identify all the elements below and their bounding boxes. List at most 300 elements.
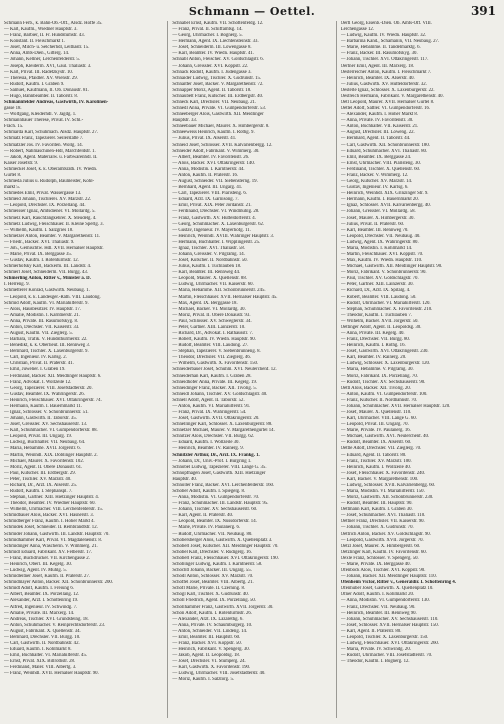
directory-entry: — Franz, Drechsler. VII. Burgg. 80. [340, 337, 411, 343]
directory-entry: — Julius, Privat. IX. Alserstr. 41. [172, 136, 237, 142]
directory-entry: — Emil, Buchhalter. VI. Mariahilferstr. 45. [4, 653, 88, 659]
directory-entry: Schmetterer Konrad, Gastwirth. Neubaug. 1. [4, 288, 90, 294]
directory-entry: Schnaitter Josef, Bäcker. V. Margarethenstr. 72. [172, 81, 264, 87]
directory-entry: Schneeberger Alois, Gastwirth. XII. Meidlinger [172, 112, 264, 118]
directory-entry: — Johann, Greissler. XVI. Koppstr. 22. [172, 63, 249, 69]
directory-entry: — Franz, Schuhmacher. III. Landstr. Hauptstr. 95. [172, 501, 269, 507]
directory-entry: — Julius, Gastwirth. XV. Hütteldorferstr. 32. [340, 81, 427, 87]
directory-entry: — Eduard, Agent. II. Taborstr. 80. [340, 452, 407, 458]
directory-entry: Schmerling Anton, Ritter v., Minister a. D. [4, 276, 91, 282]
directory-entry: Schnabel Ernst, Kaufm. VII. Schottenfeldg. 12. [172, 21, 264, 26]
directory-entry: Oettner Franz, Drechsler. VII. Kaiserstr. 90. [340, 519, 425, 525]
directory-entry: Oetzl Josef, Maurer. X. Himbergerstr. 60. [340, 543, 421, 549]
directory-entry: — Heinrich, Oberl. III. Kegelg. 30. [4, 561, 72, 567]
directory-entry: — Konstant. II. Fleischmarkt 1. [4, 39, 66, 45]
directory-entry: — Michael, Gastwirth. XVI. Neulerchenf. 40. [340, 434, 430, 440]
directory-entry: Schoberl Josef, Kutscher. XII. Meidlinger Hauptstr. 70. [172, 543, 279, 549]
directory-entry: — Albert, Beamter. IX. Porzellang. 12. [4, 592, 80, 598]
directory-entry: — Alois, Bäcker. XVI. Ottakringerstr. 140. [172, 160, 255, 166]
directory-entry: — Rudolf, Uhrmacher. VIII. Josefstädterstr. 70. [340, 653, 433, 659]
directory-entry: — Franz, Kutscher. II. Nordbahnstr. 70. [340, 397, 418, 403]
directory-entry: Schmannbauer Therese, Privat. IV. Schl.- [4, 118, 84, 124]
directory-entry: — Theodor, Kaufm. I. Tuchlauben 7. [340, 312, 412, 318]
directory-entry: — Emil, Beamter. III. Hauptstr. 60. [172, 634, 241, 640]
directory-entry: Schödl Anton, Schlosser. XV. Märzstr. 70. [172, 574, 254, 580]
directory-entry: — Franz, Bäcker. XVI. Koppstr. 50. [172, 640, 242, 646]
directory-entry: — Franz, Bäcker. V. Wimmerg. 12. [340, 172, 409, 178]
directory-entry: — Ernst, Privat. XIX. Billrothstr. 28. [4, 659, 76, 665]
directory-entry: — Johann, Greissler. VI. Mollardg. 58. [340, 209, 416, 215]
directory-entry: Oertl Georg, Eisenb.-Dien. Ob. Amts-Off. VIII. [340, 21, 432, 26]
directory-entry: Oettmann Karl, Kaufm. I. Graben 30. [340, 507, 413, 513]
directory-entry: Oettrich Anton, Bäcker. XV. Goldschlagstr. 90. [340, 531, 431, 537]
directory-entry: — Michael, Bäcker. VI. Mollardg. 30. [172, 306, 246, 312]
directory-entry: — Ludwig, Agent. IX. Währingerstr. 80. [340, 239, 419, 245]
directory-entry: — Ludwig, Schlosser. XVII. Kalvarienbergg. 60. [340, 482, 436, 488]
directory-entry: — Ferdinand, Tischler. X. Quellenstr. 60. [340, 166, 421, 172]
directory-entry: — Josef, Maurer. X. Quellenstr. 110. [340, 410, 412, 415]
directory-entry: — Ferdinand, Maler. VIII. Albertg. 3. [4, 665, 77, 671]
directory-entry: — Ignaz, Schlosser. V. Schönbrunnerstr. 51. [4, 410, 89, 415]
directory-entry: — Georg, Kutscher. XV. Märzstr. 14. [340, 179, 413, 185]
directory-entry: — Franz, Advokat. I. Wollzeile 12. [4, 379, 72, 385]
directory-entry: markt 5. [4, 185, 20, 191]
directory-entry: — Theodor, Kaufm. I. Bognerg. 12. [340, 659, 410, 665]
directory-entry: — Alexander, Kaufm. I. Hoher Markt 8. [340, 112, 418, 118]
directory-entry: — Theresia, Pfaidler. XV. Wienstr. 29. [4, 75, 78, 81]
directory-entry: — Ludwig, Buchhalter. VII. Neubaug. 64. [4, 440, 86, 446]
directory-entry: — Maria, Private. IV. Schwindg. 20. [340, 647, 411, 653]
directory-entry: — Franz, Privat. II. Schiffamtsg. 14. [172, 27, 243, 33]
directory-entry: — Ludwig, Kaufm. IV. Wiedn. Hauptstr. 32. [340, 33, 427, 39]
directory-entry: Schmidl Eduard, Fabrikant. XV. Felberstr. 17. [4, 549, 93, 555]
directory-entry: — Leopold, Maurer. X. Quellenstr. 88. [172, 276, 247, 282]
directory-entry: — Moriz, Kaufm. I. Salztorg. 5. [172, 677, 235, 683]
directory-entry: — Franz, Privat. IX. Währingerstr. 54. [172, 410, 247, 415]
directory-entry: — Josef, Kutscher. II. Nordbahnstr. 50. [172, 258, 248, 264]
directory-entry: — Heinrich, Weinhdl. XIX. Grinzinger Str. 9. [340, 191, 429, 197]
directory-entry: — Marie, Private. IX. Berggasse 40. [340, 561, 411, 567]
directory-entry: — Ludwig, Uhrmacher. VIII. Josefstädterstr. 40. [172, 671, 266, 677]
directory-entry: — Paul, Tischler. XV. Goldschlagstr. 70. [340, 276, 419, 282]
directory-entry: Schneidhofer Anna, Private. III. Kegelg. 19. [172, 379, 258, 385]
directory-entry: — Karl, Kaufm., Wiedner Hauptstr. 3. [4, 27, 78, 33]
directory-entry: Ofenböck Alois, Tischler. XVI. Koppstr. 90. [340, 568, 426, 574]
directory-entry: — Karl, Agent. II. Praterstr. 80. [340, 628, 402, 634]
directory-entry: — Marie, Private. IV. Paulanerg. 6. [172, 525, 241, 531]
directory-entry: — Rudolf, Uhrmacher. VII. Neubaug. 80. [172, 531, 253, 537]
column-rule [336, 21, 337, 718]
directory-entry: Schmann Ferb., k. Bahn-Ob.-Off., Alsdz. Hoffe 35. [4, 21, 103, 26]
directory-entry: Oertner Emil, Agent. III. Marxerg. 18. [340, 63, 415, 69]
directory-entry: — Heinrich, Fabrikant. V. Spengerg. 30. [172, 647, 250, 653]
directory-entry: — August, Drechsler. III. Löweng. 22. [340, 130, 415, 136]
directory-entry: Schmannfelder Andreas, Gastwirth, IV. Karolinen- [4, 100, 109, 106]
directory-entry: Schöll Friedrich, Agent. IX. Porzellang. 50. [172, 598, 256, 604]
directory-entry: Hauptstr. 33. [172, 118, 197, 124]
directory-entry: — Josef, Milch- u. Selcherhdl, Leithastr. 15. [4, 45, 90, 51]
directory-entry: — Robert, Beamter. VIII. Laudong. 50. [340, 294, 417, 300]
directory-entry: — Anna, Private. IV. Schaumburgerg. 10. [172, 622, 253, 628]
directory-entry: — Peter, Gärtner. XIII. Lainzerstr. 10. [172, 324, 246, 330]
directory-entry: Schmerhofsky Karl, Bäckerm. III. Landstr. 4. [4, 264, 92, 270]
directory-entry: — Josef, Maurer. X. Himbergerstr. 30. [340, 215, 415, 221]
directory-entry: — Christian, Privat. II. Praterstr. 41. [4, 361, 74, 367]
directory-entry: — Bernhard, Tischler. X. Laxenburgerstr. 9. [4, 349, 89, 355]
directory-entry: Schmatz Franz, Tapezierer. Seilerstätte 7. [4, 136, 84, 142]
directory-entry: Schmider Johann, Gastwirth. III. Landstr. Hauptstr. 70. [4, 531, 110, 537]
directory-entry: — Josef, Greissler. XV. Sechshauserstr. 13. [4, 422, 88, 428]
directory-entry: — Peter, Gärtner. XIII. Lainzerstr. 30. [340, 282, 414, 288]
directory-entry: — Julius, Kaufm. I. Tuchlauben 18. [172, 264, 242, 270]
directory-entry: — Max, Kaufm. IV. Wiedn. Hauptstr. 110. [340, 258, 423, 264]
directory-entry: — Gustav, Ingenieur. IV. Mayerhofg. 11. [172, 227, 251, 233]
directory-entry: — Leopold, k. k. Landesger.-Rath. VIII. Laudong. [4, 294, 101, 300]
directory-entry: — Marie, Privat. IX. Berggasse 35. [4, 251, 72, 257]
directory-entry: — Franz, Weinhdl. XVII. Hernalser Hauptstr. 90. [4, 671, 99, 677]
directory-entry: — Moriz, Privat. II. Obere Donaustr. 93. [172, 312, 251, 318]
directory-entry: — Ludwig, Uhrmacher. VII. Kaiserstr. 60. [172, 282, 254, 288]
directory-entry: Hauptstr. 40. [172, 476, 197, 482]
directory-entry: — Benedikt, k. k. Oberlieut. III. Rennweg 3. [4, 343, 90, 349]
directory-entry: — Hermann, Buchhalter. I. Wipplingerstr. 25. [172, 239, 261, 245]
directory-entry: — Albert, Beamter. IV. Favoritenstr. 26. [172, 154, 250, 160]
directory-entry: — Anton, Kaufm. II. Praterstr. 16. [172, 172, 239, 178]
directory-entry: — Franz, Buchdrucker. VII. Kirchengasse 2. [4, 555, 90, 561]
directory-entry: — Ferdinand, Bäcker. XII. Meidlinger Hauptstr. 6. [4, 373, 102, 379]
directory-entry: — Karl, Gastwirth. X. Favoritenstr. 190. [172, 665, 251, 671]
directory-entry: Schmidinger Anna, Wäscherin. V. Wimmerg. 21. [4, 543, 98, 549]
directory-entry: Schneidl Johann, Tischler. XV. Goldschlagstr. 40. [172, 391, 268, 397]
directory-columns [4, 21, 500, 718]
directory-entry: Schnell Adolf, Agent. II. Taborstr. 52. [172, 397, 245, 403]
directory-entry: Schmedes Emil, Privat. Wassergasse 13. [4, 191, 82, 197]
directory-entry: — Moriz, Fabrikant. IX. Porzellang. 70. [340, 373, 418, 379]
directory-entry: Ofner Adolf, Kaufm. I. Kohlmarkt 20. [340, 592, 415, 598]
column-3 [341, 21, 500, 718]
running-head-title: Schmann — Oettel. [188, 5, 316, 18]
directory-entry: Schneeweiss Heinrich, Kaufm. I. Rothg. 9. [172, 130, 255, 136]
directory-entry: — Martin, Fleischhauer. XVII. Hernalser Hauptstr. 45. [172, 294, 278, 300]
running-head [0, 6, 504, 20]
directory-entry: — Josef, Schneiderm. III. Löwengasse 8. [172, 45, 252, 51]
directory-entry: — Rudolf, Beamter. VIII. Laudong. 27. [172, 343, 249, 349]
directory-entry: — Heinrich, Beamter. IV. Rainerg. 9. [172, 446, 244, 452]
directory-entry: — Max, Agent. IX. Berggasse 18. [172, 300, 238, 306]
directory-entry: — Alexander, Arzt. IX. Lazarethg. 6. [172, 616, 244, 622]
directory-entry: — Paul, Kutscher. III. Erdbergstr. 29. [4, 470, 76, 476]
directory-entry: — Moriz, Fabrikant. V. Schönbrunnerstr. 90. [340, 270, 427, 276]
directory-entry: — Rudolf, Kaufm. I. Graben 9. [4, 81, 65, 87]
directory-entry: — Carl, Gastwirth. XII. Schönbrunnerstr. 180. [340, 142, 430, 148]
directory-entry: Oetzlinger Karl, Kaufm. IV. Favoritenstr. 60. [340, 549, 427, 555]
directory-entry: — Robert, Kaufm. IV. Wiedn. Hauptstr. 90. [172, 337, 256, 343]
directory-entry: — Ignaz, Tischler. XVI. Thaliastr. 58. [172, 245, 245, 251]
directory-entry: — Wilhelm, Kaufm. I. Salzgries 18. [4, 227, 74, 233]
directory-entry: Schmelz Ludwig, Fleischhauer. II. Kleine Sperlg. 3. [4, 221, 104, 227]
directory-entry: Schöchtl Johann, Bäcker. III. Ungarg. 55. [172, 568, 252, 574]
directory-entry: — Karl, Bäcker. V. Margarethenstr. 100. [340, 476, 419, 482]
directory-entry: — Hugo, Bahnbeamter. II. Taborstr. 8. [4, 93, 78, 99]
directory-entry: — Gustav, Ingenieur. IV. Karlsg. 6. [340, 185, 409, 191]
directory-entry: Kaiser Josefstr. 9. [4, 160, 39, 166]
directory-entry: — Carl, Gastwirth. II. Nordbahnstr. 42. [4, 640, 80, 646]
directory-entry: — Emil, Juwelier. I. Graben 19. [4, 367, 66, 373]
directory-entry: — Karl, Beamter. IV. Wiedn. Hauptstr. 41. [172, 51, 255, 57]
directory-entry: Schöfl Marie, Private. II. Czerning. 8. [172, 586, 246, 592]
directory-entry: — Karl, Agent. II. Praterstr. 40. [172, 513, 234, 519]
directory-entry: — Rudolf, Kaufm. I. Stephanspl. 7. [4, 489, 73, 495]
directory-entry: — Leopold, Privat. III. Ungarg. 19. [4, 434, 73, 440]
directory-entry: Oesterreicher Anton, Kaufm. I. Fleischmarkt 7. [340, 69, 432, 75]
directory-entry: Schmerl Josef, Schneiderm. VII. Burgg. 43. [4, 270, 89, 276]
directory-entry: — August, Fabrikant. X. Quellenstr. 34. [4, 628, 81, 634]
directory-entry: Schöllhammer Franz, Gastwirth. XVII. Jörgerstr. 30. [172, 604, 274, 610]
directory-entry: Schnetzer Michael, Maurer. V. Margarethengürtel 14. [172, 428, 275, 434]
directory-entry: — Barbarina Kand., Schamanin, VII. Neubaug. 27. [340, 39, 440, 45]
directory-entry: — Heinrich, Beamter. IX. Alserstr. 40. [340, 75, 415, 81]
directory-entry: — Josef, Schlosser. XVII. Hernalser Hauptstr. 150. [340, 622, 439, 628]
directory-entry: Oestreich Hermann, Fabrikant. V. Margarethenstr. 40. [340, 93, 444, 99]
directory-entry: — Ignaz, Schlosser. XVII. Kalvarienbergg. 40. [340, 203, 431, 209]
directory-entry: — Josef, Gastwirth. XVII. Ottakringerstr. 20. [172, 416, 260, 422]
directory-entry: Oettinger Adolf, Agent. II. Leopoldsg. 30. [340, 324, 422, 330]
directory-entry: — Stephan, Tapezierer. V. Siebenbrunneng. 8. [172, 349, 261, 355]
directory-entry: Schnack Rudolf, Kaufm. I. Judengasse 3. [172, 69, 252, 75]
directory-entry: — Michael, Maurer. X. Favoritenstr. 102. [4, 458, 84, 464]
directory-entry: — Anton, Drechsler. VII. Kaiserstr. 33. [4, 324, 80, 330]
directory-entry: — Maria, Modistin. I. Kohlmarkt 14. [340, 245, 413, 251]
directory-entry: Schöffel Josef, Beamter. VIII. Albertg. 21. [172, 580, 254, 586]
directory-entry: Schnaider Ludwig, Tischler. X. Gudrunstr. 15. [172, 75, 262, 81]
directory-entry: — Eduard, Arzt. IX. Garnisong. 7. [172, 197, 239, 203]
directory-entry: Schneiderbauer Josef, Schuhm. XVI. Neulerchenf. 12. [172, 367, 277, 373]
directory-entry: Gürtel 8. [4, 172, 22, 178]
directory-entry: — Bernhard, Drechsler. VII. Burgg. 10. [4, 634, 81, 640]
directory-entry: — Rudolf, Uhrmacher. VI. Mariahilferstr. 120. [340, 300, 431, 306]
directory-entry: Oettel Adolf, Sattler. VI. Gumpendorferstr. 16. [340, 106, 431, 112]
directory-entry: — Marie, Private. IV. Paulanerg. 16. [340, 428, 411, 434]
directory-entry: — Moriz, Gastwirth. XII. Schönbrunnerstr. 230. [340, 495, 434, 501]
directory-entry: — Franz, Gastwirth. XV. Hütteldorferstr. 4. [172, 215, 256, 221]
directory-entry: — Anna, Private. III. Rasumofskyg. 8. [4, 318, 79, 324]
directory-entry: — Leopold, Gastwirth. XVII. Jörgerstr. 70. [340, 537, 424, 543]
directory-entry: Schmidbauer Alois, Bäcker. XVI. Hasnerstr. 3. [4, 513, 94, 519]
directory-entry: Schnabl Anton, Fleischer. XV. Goldschlagstr. 6. [172, 57, 264, 63]
directory-entry: Schneebauer Michael, Maurer. X. Himbergerstr. 8. [172, 124, 270, 130]
directory-entry: — Carl, Ingenieur. IV. Karlsg. 2. [4, 355, 67, 361]
directory-entry: Schmeckel Josef, k. k. Oberamtsrath. IV. Wiedn. [4, 166, 98, 172]
directory-entry: — Richard, Dr., Arzt. IX. Alserstr. 25. [4, 482, 78, 488]
directory-entry: — Emil, Beamter. IX. Berggasse 24. [340, 154, 412, 160]
directory-entry: — Marie, Hebamme. II. Tandelmarktg. 6. [340, 45, 421, 51]
directory-entry: Schmarda Karl, Schuhmach. Alsdz. Hauptstr. 27. [4, 130, 99, 136]
directory-entry: — Johann, Kellner, Lerchenfelderstr. 5. [4, 57, 80, 63]
directory-entry: — Alexander, Arzt. I. Schottenring 19. [4, 598, 79, 604]
directory-entry: — Theodor, Drechsler. VII. Zieglerg. 46. [172, 355, 251, 361]
directory-entry: — Maria, Hebamme. XVII. Jörgerstr. 6. [4, 446, 81, 452]
directory-entry: — Heinrich, Weinhdl. XVIII. Währinger Hauptstr. 3. [172, 233, 274, 239]
directory-entry: — Richard, Dr., Arzt. IX. Spitalg. 4. [340, 288, 411, 294]
directory-entry: Oettl Alois, Bäcker. XII. Tivolig. 20. [340, 385, 412, 391]
directory-entry: — Johann, Tischler. X. Gudrunstr. 70. [340, 525, 414, 531]
directory-entry: — Josef, Gastwirth. XVI. Ottakringerstr. 230. [340, 349, 429, 355]
directory-entry: — Rudolf, Tischler. XV. Sechshauserstr. 90. [340, 379, 426, 385]
directory-entry: Frach. 15. [4, 124, 24, 130]
directory-entry: — Anton, Schneider. VII. Lindeng. 14. [172, 628, 248, 634]
directory-entry: Schnopfhagen Josef, Gastwirth. XIII. Hietzinger [172, 470, 266, 476]
directory-entry: — Moriz, Agent. II. Obere Donaustr. 61. [4, 464, 83, 470]
directory-entry: Schnellinger Karl, Schlosser. X. Laxenburgerstr. 88. [172, 422, 273, 428]
directory-entry: — Jakob, Agent. II. Leopoldsg. 18. [172, 653, 241, 659]
directory-entry: Schöberl Franz, Fleischhauer. XVI. Ottakringerstr. 190. [172, 555, 279, 561]
directory-entry: — Leopold, Tischler. X. Laxenburgerstr. 150. [340, 634, 429, 640]
directory-entry: — Heinrich, Kaufm. I. Wollzeile 40. [340, 464, 411, 470]
directory-entry: — Maria, Modistin. VI. Mariahilferstr. 150. [340, 489, 425, 495]
directory-entry: Schnapper Moriz, Agent. II. Taborstr. 18. [172, 87, 252, 93]
directory-entry: — Franz, Bäcker. III. Rasumofskyg. 30. [340, 51, 418, 57]
directory-entry: — Karl, Schuhmacher. VI. Gumpendorferstr. 88. [4, 428, 98, 434]
directory-entry: Schneck Karl, Drechsler. VII. Neubaug. 21. [172, 100, 257, 106]
directory-entry: — Anna, Private. III. Kegelg. 40. [340, 330, 405, 336]
directory-entry: — Johann, Schuhmacher. XVII. Hernalser Hauptstr. 120. [340, 403, 451, 409]
directory-entry: — Hermann, Kaufm. I. Bauernmarkt 11. [4, 403, 83, 409]
directory-entry: — Anna, Modistin. VI. Gumpendorferstr. 130. [340, 598, 430, 604]
directory-entry: Schmeda Julius u. Rudolph, Baumeister, Kohl- [4, 179, 95, 185]
directory-entry: — Heinrich, Beamter. III. Rennweg 90. [340, 610, 417, 616]
directory-entry: Schnitzler Arthur, Dr., Arzt. IX. Frankg. 1. [172, 452, 260, 458]
directory-entry: — Theodor, Beamter. IV. Wiedner Hauptstr. 60. [4, 501, 96, 507]
directory-entry: — Wilhelm, Bäcker. XVII. Jörgerstr. 50. [340, 318, 419, 324]
directory-entry: Schober Adolf, Kaufm. I. Spiegelg. 8. [172, 489, 246, 495]
directory-entry: — Eduard, Schuhmacher. XVI. Thaliastr. 80. [340, 148, 428, 154]
directory-entry: — Wolfgang, Kleiderhdl. V. Jagdg. 1. [4, 112, 77, 118]
directory-entry: Lerchengasse 12. [340, 27, 374, 33]
directory-entry: Schmidt Adolf, Kaufm. I. Freiung 6. [4, 586, 74, 592]
directory-entry: Schöbinger Ludwig, Kaufm. I. Kärntnerstr. 58. [172, 561, 263, 567]
directory-entry: — Eduard, Kaufm. I. Kohlmarkt 8. [4, 647, 72, 653]
directory-entry: Schmidberger Franz, Kaufm. I. Hoher Markt 4. [4, 519, 95, 525]
directory-entry: — Anton, Kaufm. VI. Gumpendorferstr. 100. [340, 391, 428, 397]
directory-entry: — Bernhard, Agent. III. Ungarg. 41. [172, 185, 243, 191]
directory-entry: — Andreas, Tischler. XVI. Grundsteing. 18. [4, 616, 89, 622]
directory-entry: gasse 18. [4, 106, 22, 112]
directory-entry: — Karl, Beamter. III. Rennweg 44. [172, 270, 241, 276]
directory-entry: — Georg, Tapezierer. VIII. Josefstädterstr. 20. [4, 385, 93, 391]
directory-entry: — Franz, Barbier, II. Fr. Hundstumstr. 43. [4, 33, 85, 39]
directory-entry: — Stephan, Gärtner. XIII. Hietzinger Hauptstr. 4. [4, 495, 99, 501]
directory-entry: — Joh., Gemischtw. Hdl. XVII. Hernalser Hauptstr. [4, 245, 104, 251]
directory-entry: — Anna, Modistin. I. Kärntnerstr. 44. [172, 166, 245, 172]
directory-entry: Schmid Adolf, Kaufm. VI. Mariahilferstr. 9. [4, 300, 89, 306]
directory-entry: — Hermann, Agent. IX. Liechtensteinstr. 33. [172, 39, 259, 45]
directory-entry: Schmelzer Anton, Beamter. V. Margarethenstr. 11. [4, 233, 101, 239]
directory-entry: — Stephan, Schuhmacher. X. Favoritenstr. 210. [340, 306, 433, 312]
directory-entry: Oettle Adolf, Drechsler. VII. Zieglerg. 70. [340, 446, 422, 452]
directory-entry: — Georg, Schuhmacher. X. Laxenburgerstr. 62. [172, 221, 265, 227]
directory-entry: — Michael, Gastwirth. XII. Meidlinger Hauptstr. 90. [340, 264, 443, 270]
directory-entry: Schmidmayer Anton, Bäcker. XII. Schönbrunnerstr. 200. [4, 580, 113, 586]
directory-entry: Ofenheim Victor, Ritter v., Generaldir. I. Schottenring 4. [340, 580, 456, 586]
directory-entry: — August, Schneider. VII. Siebensterng. 19. [172, 179, 258, 185]
directory-entry: — Anna, Modistin. VI. Gumpendorferstr. 70. [172, 495, 260, 501]
directory-entry: Schmatzler Jos. IV. Favoriten. Wollg. 14. [4, 142, 83, 148]
directory-entry: — Barbara, Trafik. V. Hundsthurmerstr. 22. [4, 337, 88, 343]
directory-entry: Schneidinger Franz, Bäcker. XII. Tivolig. 5. [172, 385, 257, 391]
directory-entry: — Rudolf, Beamter. IX. Alserstr. 60. [340, 440, 412, 446]
directory-entry: — Martin, Fleischhauer. XVI. Koppstr. 70. [340, 251, 424, 257]
directory-entry: Oetl Leopold, Maurer. XVII. Hernalser Gürtel 8. [340, 100, 435, 106]
directory-entry: Schmidleitner Josef, Kaufm. II. Praterstr. 27. [4, 574, 91, 580]
directory-entry: Schmeid Johann, Tischlerei. XV. Märzstr. 22. [4, 197, 92, 203]
directory-entry: Schnöller Franz, Bäcker. XVI. Lerchenfelderstr. 160. [172, 482, 275, 488]
directory-entry: — Franz, Tischler. XV. Märzstr. 100. [340, 458, 412, 464]
column-rule [167, 21, 168, 718]
directory-entry: I. Herreng. 9. [4, 282, 30, 288]
directory-entry: — Johann, Bäcker. XII. Meidlinger Hauptstr. 110. [340, 574, 437, 580]
directory-entry: — Leopold, Drechsler. IX. Porzellang. 44. [4, 203, 86, 209]
directory-entry: — Carl, Tapezierer. VIII. Piaristeng. 6. [172, 191, 247, 197]
directory-entry: — Leopold, Beamter. IX. Nussdorferstr. 14. [172, 519, 257, 525]
directory-entry: — Karl, Uhrmacher. VIII. Lange G. 60. [340, 416, 417, 422]
column-1 [4, 21, 163, 718]
directory-entry: — Ernst, Uhrmacher. VIII. Piaristeng. 30. [340, 160, 422, 166]
directory-entry: Schmeisser Ignaz, Amtsdiener. VI. Mollardg. 5. [4, 209, 96, 215]
directory-entry: — Emil, Privat. XIX. Peter Jordanstr. 21. [172, 203, 252, 209]
directory-entry: — Johann, Tischler. XV. Sechshauserstr. 60. [172, 507, 258, 513]
directory-entry: — Josef, Schuhmacher. XVI. Thaliastr. 110. [340, 513, 426, 519]
directory-entry: — Wilhelm, Gastwirth. X. Favoritenstr. 150. [172, 361, 259, 367]
directory-entry: — Anna, Amts-Dien., Gitterg. 14. [4, 51, 70, 57]
directory-entry: — Joseph, Kleiderm. XVI, Gaul. Thaliastr. 3. [4, 63, 92, 69]
directory-entry: — Anton, Kaufm. VI. Mariahilferstr. 91. [172, 403, 251, 409]
directory-entry: — Maria, Hebamme. V. Pilgramg. 30. [340, 367, 414, 373]
directory-entry: Schögl Karl, Tischler. X. Gudrunstr. 40. [172, 592, 249, 598]
directory-entry: — Gustav, Beamter. IX. Währingerstr. 26. [4, 391, 85, 397]
directory-entry: — Maria, Hebamme. XII. Schönbrunnerstr. 245. [172, 288, 266, 294]
directory-entry: Ofenhuber Josef, Gastwirth. X. Quellenplatz 10. [340, 586, 434, 592]
directory-entry: — Franz, Drechsler. VII. Neubaug. 90. [340, 604, 416, 610]
directory-entry: — Eduard, Kaufm. I. Wollzeile 30. [172, 440, 240, 446]
directory-entry: — Julius, Privat. II. Praterstr. 60. [340, 221, 405, 227]
directory-entry: Schön Adolf, Kaufm. I. Rotenturmstr. 26. [172, 610, 253, 616]
directory-entry: — Ludwig, Agent. IV. Mühlg. 5. [4, 568, 67, 574]
directory-entry: Schmelz Karl, Rauchfangkehrer. X. Steudelg. 4. [4, 215, 97, 221]
directory-entry: — Bernhard, Agent. II. Taborstr. 44. [340, 136, 411, 142]
directory-entry: — Johann, Tischler. XVI. Ottakringerstr. 117. [340, 57, 429, 63]
directory-entry: Schneiderhan Karl, Kaufm. I. Graben 28. [172, 373, 252, 379]
directory-entry: — Josef, Drechsler. VI. Stumperg. 24. [172, 659, 246, 665]
directory-entry: — Paul, Schlosser. XV. Schweglerstr. 34. [172, 318, 252, 324]
directory-entry: — Johann, Dr., Univ.-Prof. I. Burgring 1. [172, 458, 252, 464]
directory-entry: — Leopold, Drechsler. VII. Neubaug. 40. [340, 233, 421, 239]
directory-entry: — Leopold, Privat. III. Ungarg. 70. [340, 422, 409, 428]
directory-entry: — Gustav, Kaufm. I. Rotenturmstr. 12. [4, 258, 79, 264]
directory-entry: Schnöbel Ludwig, Tapezierer. VIII. Lange G. 35. [172, 464, 267, 470]
directory-entry: Schnedl Anna, Private. VI. Gumpendorferstr. 53. [172, 106, 267, 112]
directory-entry: — Anton, Schuhmacher. V. Reinprechtsdorferstr. 23. [4, 622, 106, 628]
column-2 [172, 21, 331, 718]
directory-entry: Schneider Adolf, Fabrikant. V. Wimmerg. 30. [172, 148, 260, 154]
directory-entry: — Rudolf, Beamter. III. Hauptstr. 90. [340, 501, 413, 507]
directory-entry: — Hermann, Kaufm. I. Bauernmarkt 20. [340, 197, 419, 203]
directory-entry: — Johann, Gastwirth. II. Taborstr. 35. [4, 416, 77, 422]
directory-entry: — Anton, Buchhalter. VII. Kaiserstr. 21. [340, 124, 419, 130]
directory-entry: — Heinrich, Fleischhauer. XVI. Ottakringerstr. 74. [4, 397, 102, 403]
directory-entry: Schobersberger Alois, Gastwirth. X. Quellenplatz 3. [172, 537, 273, 543]
directory-entry: — Alfred, Ingenieur. IV. Schwindg. 7. [4, 604, 78, 610]
directory-entry: — Samuel, Kaufmann, II. Ob. Donaustr. 81. [4, 87, 89, 93]
